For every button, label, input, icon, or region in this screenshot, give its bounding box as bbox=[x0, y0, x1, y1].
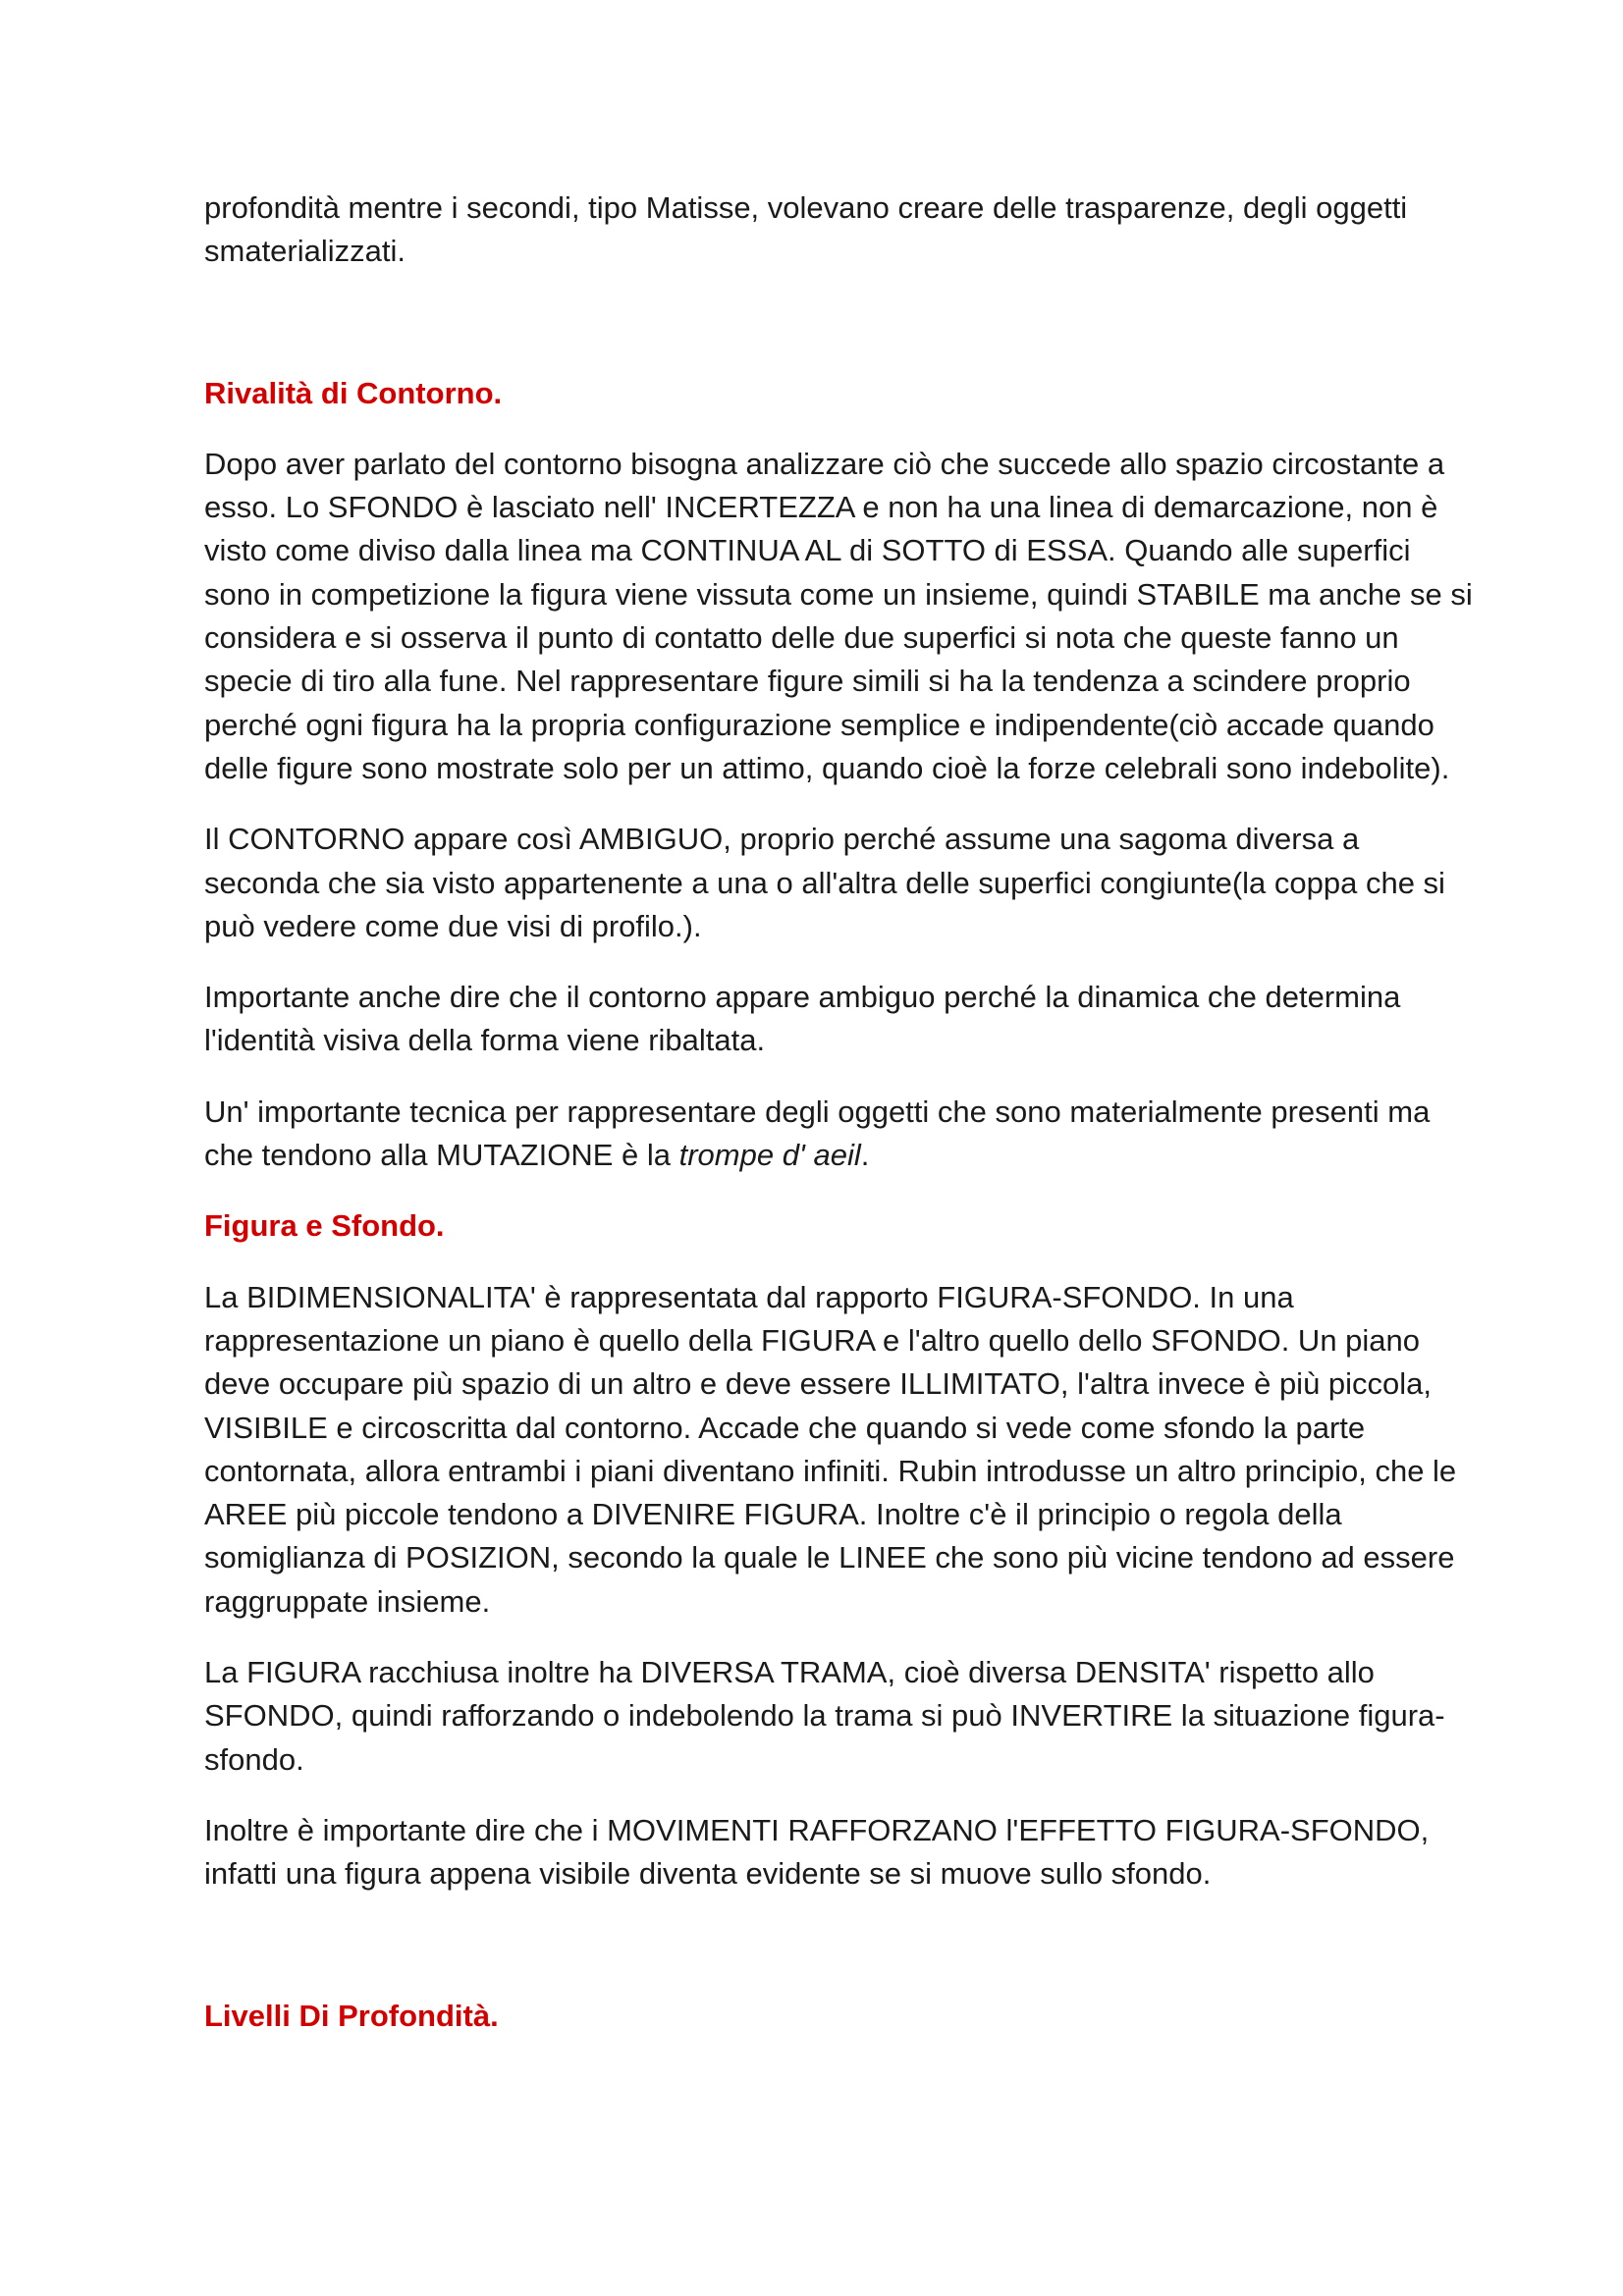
paragraph-figura-2: La FIGURA racchiusa inoltre ha DIVERSA TRAMA, cioè diversa DENSITA' rispetto allo SFONDO, quindi rafforzando o indebolendo la trama si può INVERTIRE la situazione figura-sfondo. bbox=[204, 1655, 1445, 1777]
paragraph-contorno-2: Il CONTORNO appare così AMBIGUO, proprio perché assume una sagoma diversa a seconda che sia visto appartenente a una o all'altra delle superfici congiunte(la coppa che si può vedere come due visi di profilo.). bbox=[204, 822, 1445, 943]
paragraph-contorno-4-end: . bbox=[860, 1138, 870, 1173]
paragraph-figura-3: Inoltre è importante dire che i MOVIMENTI RAFFORZANO l'EFFETTO FIGURA-SFONDO, infatti una figura appena visibile diventa evidente se si muove sullo sfondo. bbox=[204, 1812, 1430, 1892]
paragraph-contorno-4-start: Un' importante tecnica per rappresentare degli oggetti che sono materialmente presenti ma che tendono alla MUTAZIONE è la bbox=[204, 1094, 1431, 1173]
paragraph-contorno-4 bbox=[204, 1091, 1481, 1178]
heading-rivalita-contorno: Rivalità di Contorno. bbox=[204, 375, 503, 410]
paragraph-contorno-1: Dopo aver parlato del contorno bisogna analizzare ciò che succede allo spazio circostante a esso. Lo SFONDO è lasciato nell' INCERTEZZA e non ha una linea di demarcazione, non è visto come diviso dalla linea ma CONTINUA AL di SOTTO di ESSA. Quando alle superfici sono in competizione la figura viene vissuta come un insieme, quindi STABILE ma anche se si considera e si osserva il punto di contatto delle due superfici si nota che queste fanno un specie di tiro alla fune. Nel rappresentare figure simili si ha la tendenza a scindere proprio perché ogni figura ha la propria configurazione semplice e indipendente(ciò accade quando delle figure sono mostrate solo per un attimo, quando cioè la forze celebrali sono indebolite). bbox=[204, 446, 1473, 785]
paragraph-contorno-3: Importante anche dire che il contorno appare ambiguo perché la dinamica che determina l'identità visiva della forma viene ribaltata. bbox=[204, 980, 1401, 1058]
heading-figura-sfondo: Figura e Sfondo. bbox=[204, 1208, 445, 1244]
document-page bbox=[204, 187, 1481, 2038]
intro-paragraph: profondità mentre i secondi, tipo Matisse, volevano creare delle trasparenze, degli oggetti smaterializzati. bbox=[204, 190, 1408, 269]
heading-livelli-profondita: Livelli Di Profondità. bbox=[204, 1998, 499, 2033]
trompe-loeil-term: trompe d' aeil bbox=[678, 1138, 861, 1173]
paragraph-figura-1: La BIDIMENSIONALITA' è rappresentata dal rapporto FIGURA-SFONDO. In una rappresentazione un piano è quello della FIGURA e l'altro quello dello SFONDO. Un piano deve occupare più spazio di un altro e deve essere ILLIMITATO, l'altra invece è più piccola, VISIBILE e circoscritta dal contorno. Accade che quando si vede come sfondo la parte contornata, allora entrambi i piani diventano infiniti. Rubin introdusse un altro principio, che le AREE più piccole tendono a DIVENIRE FIGURA. Inoltre c'è il principio o regola della somiglianza di POSIZION, secondo la quale le LINEE che sono più vicine tendono ad essere raggruppate insieme. bbox=[204, 1279, 1457, 1619]
